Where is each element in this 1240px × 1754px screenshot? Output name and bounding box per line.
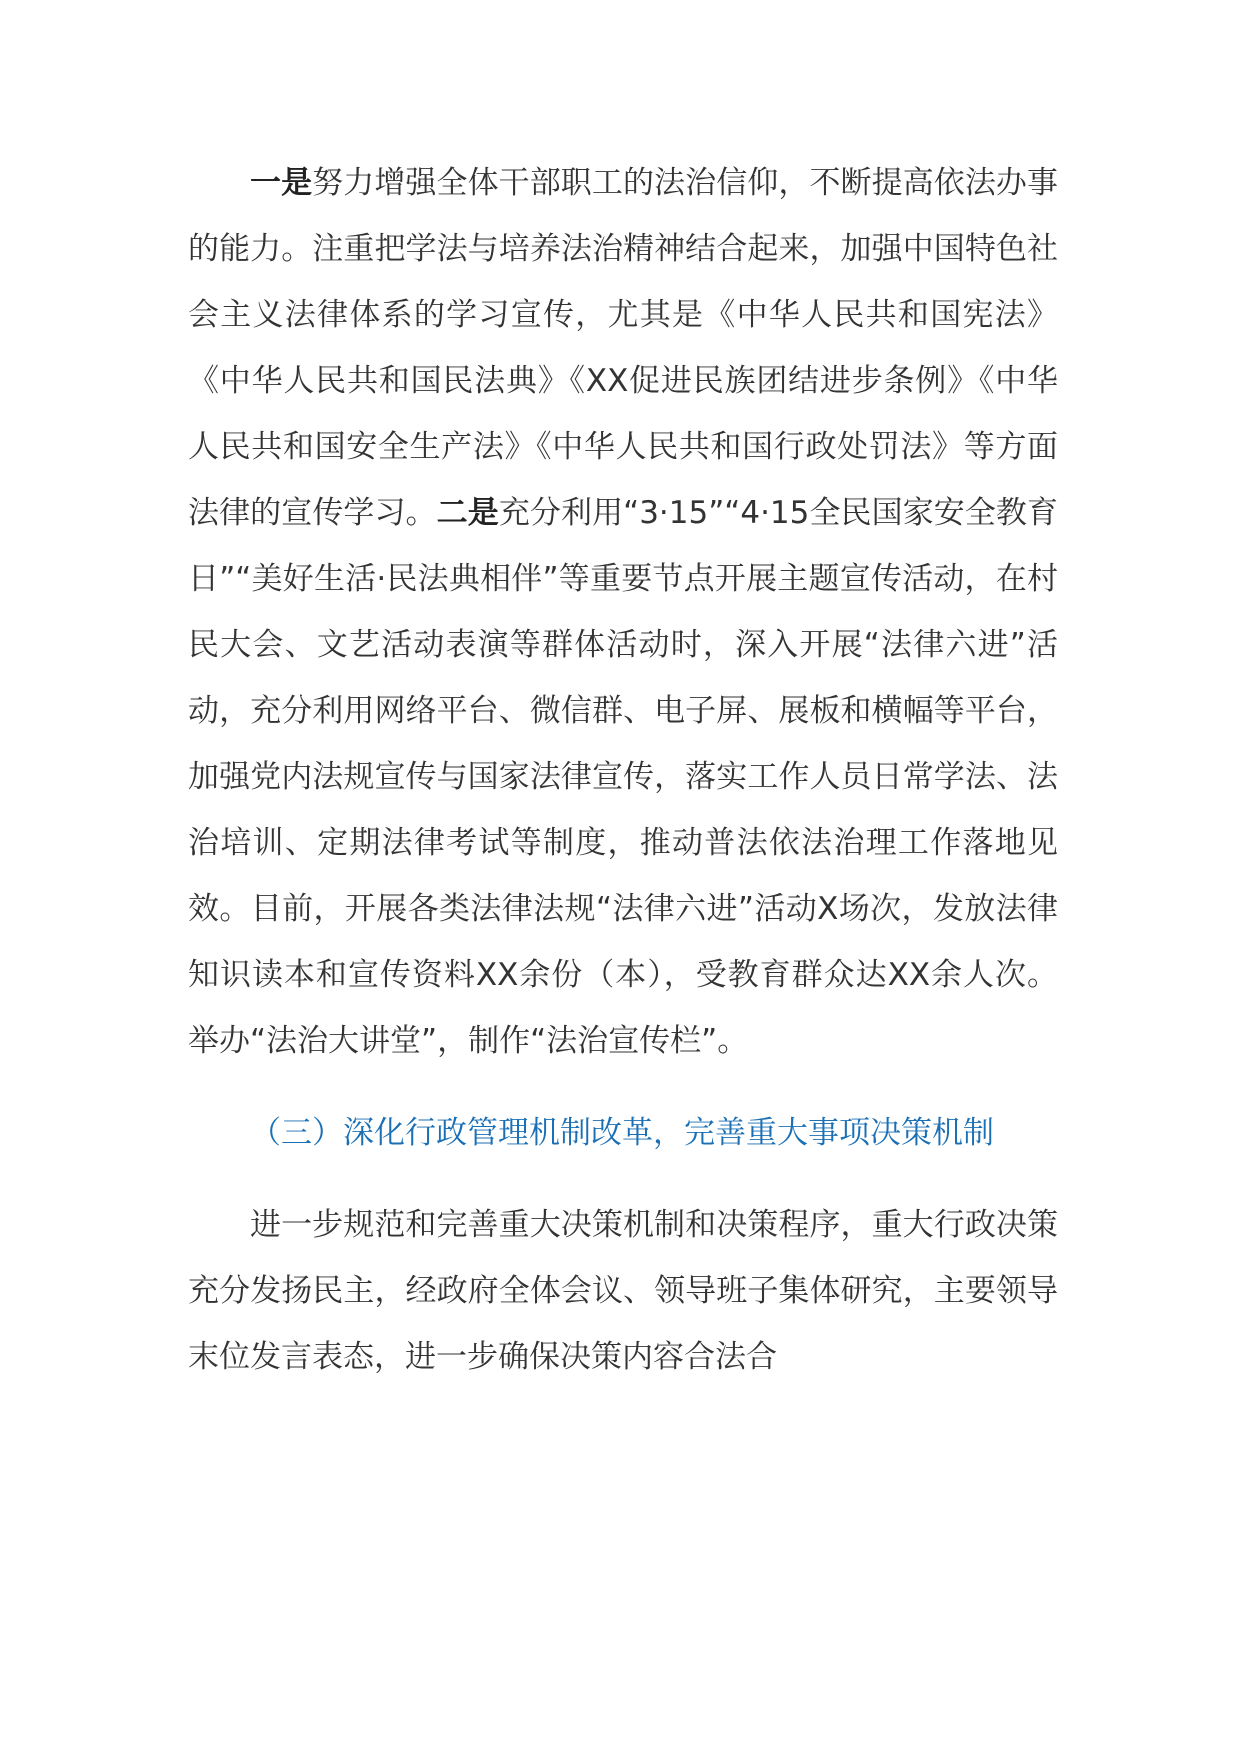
- body-paragraph-legal-publicity: [188, 150, 1058, 1074]
- paragraph-text-first-point: 努力增强全体干部职工的法治信仰，不断提高依法办事的能力。注重把学法与培养法治精神结合起来，加强中国特色社会主义法律体系的学习宣传，尤其是《中华人民共和国宪法》《中华人民共和国民法典》《XX促进民族团结进步条例》《中华人民共和国安全生产法》《中华人民共和国行政处罚法》等方面法律的宣传学习。: [188, 165, 1059, 531]
- emphasis-second: 二是: [436, 495, 499, 531]
- section-heading-3: （三）深化行政管理机制改革，完善重大事项决策机制: [250, 1115, 994, 1151]
- body-paragraph-decision-mechanism: 进一步规范和完善重大决策机制和决策程序，重大行政决策充分发扬民主，经政府全体会议、领导班子集体研究，主要领导末位发言表态，进一步确保决策内容合法合: [188, 1207, 1058, 1375]
- emphasis-first: 一是: [250, 165, 313, 201]
- document-page: [188, 150, 1058, 1390]
- paragraph-text-second-point: 充分利用“3·15”“4·15全民国家安全教育日”“美好生活·民法典相伴”等重要节点开展主题宣传活动，在村民大会、文艺活动表演等群体活动时，深入开展“法律六进”活动，充分利用网络平台、微信群、电子屏、展板和横幅等平台，加强党内法规宣传与国家法律宣传，落实工作人员日常学法、法治培训、定期法律考试等制度，推动普法依法治理工作落地见效。目前，开展各类法律法规“法律六进”活动X场次，发放法律知识读本和宣传资料XX余份（本），受教育群众达XX余人次。举办“法治大讲堂”，制作“法治宣传栏”。: [188, 495, 1059, 1059]
